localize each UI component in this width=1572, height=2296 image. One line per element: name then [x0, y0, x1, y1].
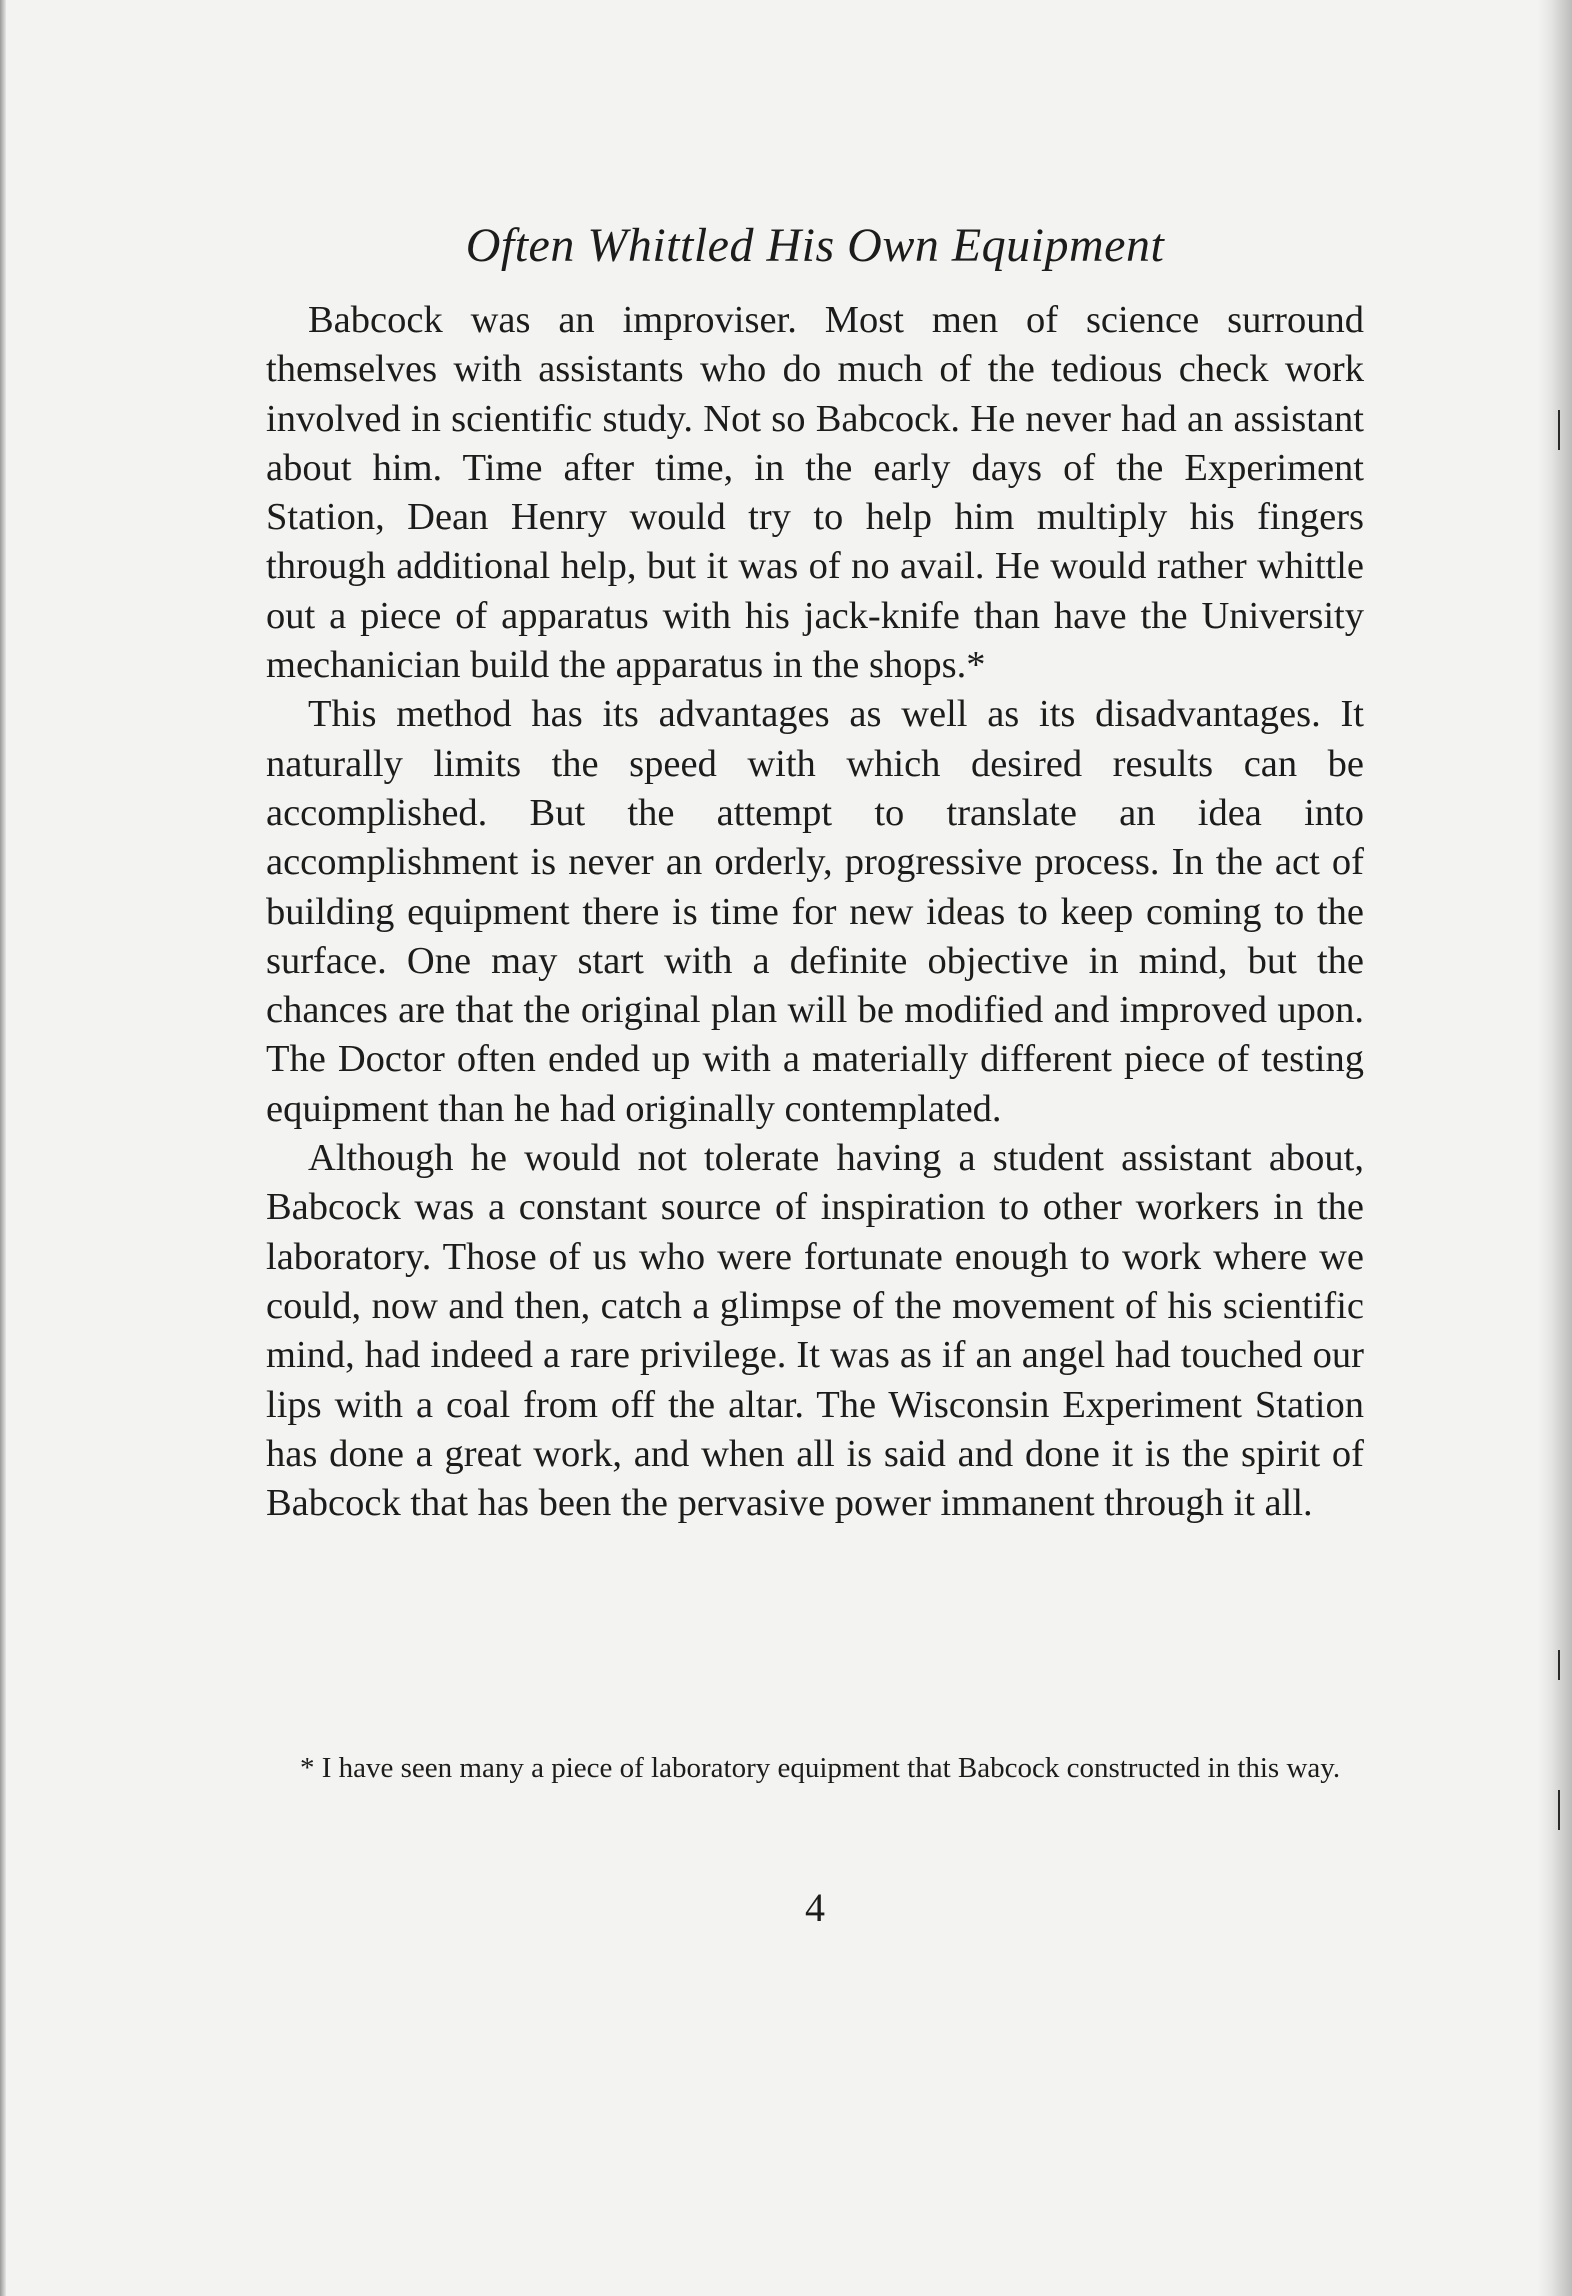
paragraph: Although he would not tolerate having a student assistant about, Babcock was a constant source of inspiration to other workers in the laboratory. Those of us who were fortunate enough to work where we could, now and then, catch a glimpse of the movement of his scientific mind, had indeed a rare privilege. It was as if an angel had touched our lips with a coal from off the altar. The Wisconsin Experiment Station has done a great work, and when all is said and done it is the spirit of Babcock that has been the pervasive power immanent through it all. — [266, 1137, 1364, 1525]
binding-mark — [1558, 1790, 1560, 1830]
chapter-title: Often Whittled His Own Equipment — [465, 219, 1165, 272]
page-left-edge — [0, 0, 6, 2296]
paragraph: Babcock was an improviser. Most men of science surround themselves with assistants who do much of the tedious check work involved in scientific study. Not so Babcock. He never had an assistant about him. Time after time, in the early days of the Experiment Station, Dean Henry would try to help him multiply his fingers through additional help, but it was of no avail. He would rather whittle out a piece of apparatus with his jack-knife than have the University mechanician build the apparatus in the shops.* — [266, 299, 1364, 687]
binding-mark — [1558, 410, 1560, 450]
page-number: 4 — [805, 1885, 825, 1930]
binding-mark — [1558, 1650, 1560, 1680]
body-text — [266, 296, 1364, 1528]
page-right-edge — [1538, 0, 1572, 2296]
paragraph: This method has its advantages as well as its disadvantages. It naturally limits the speed with which desired results can be accomplished. But the attempt to translate an idea into accomplishment is never an orderly, progressive process. In the act of building equipment there is time for new ideas to keep coming to the surface. One may start with a definite objective in mind, but the chances are that the original plan will be modified and improved upon. The Doctor often ended up with a materially different piece of testing equipment than he had originally contemplated. — [266, 693, 1364, 1130]
footnote: * I have seen many a piece of laboratory equipment that Babcock constructed in this way. — [300, 1752, 1341, 1784]
